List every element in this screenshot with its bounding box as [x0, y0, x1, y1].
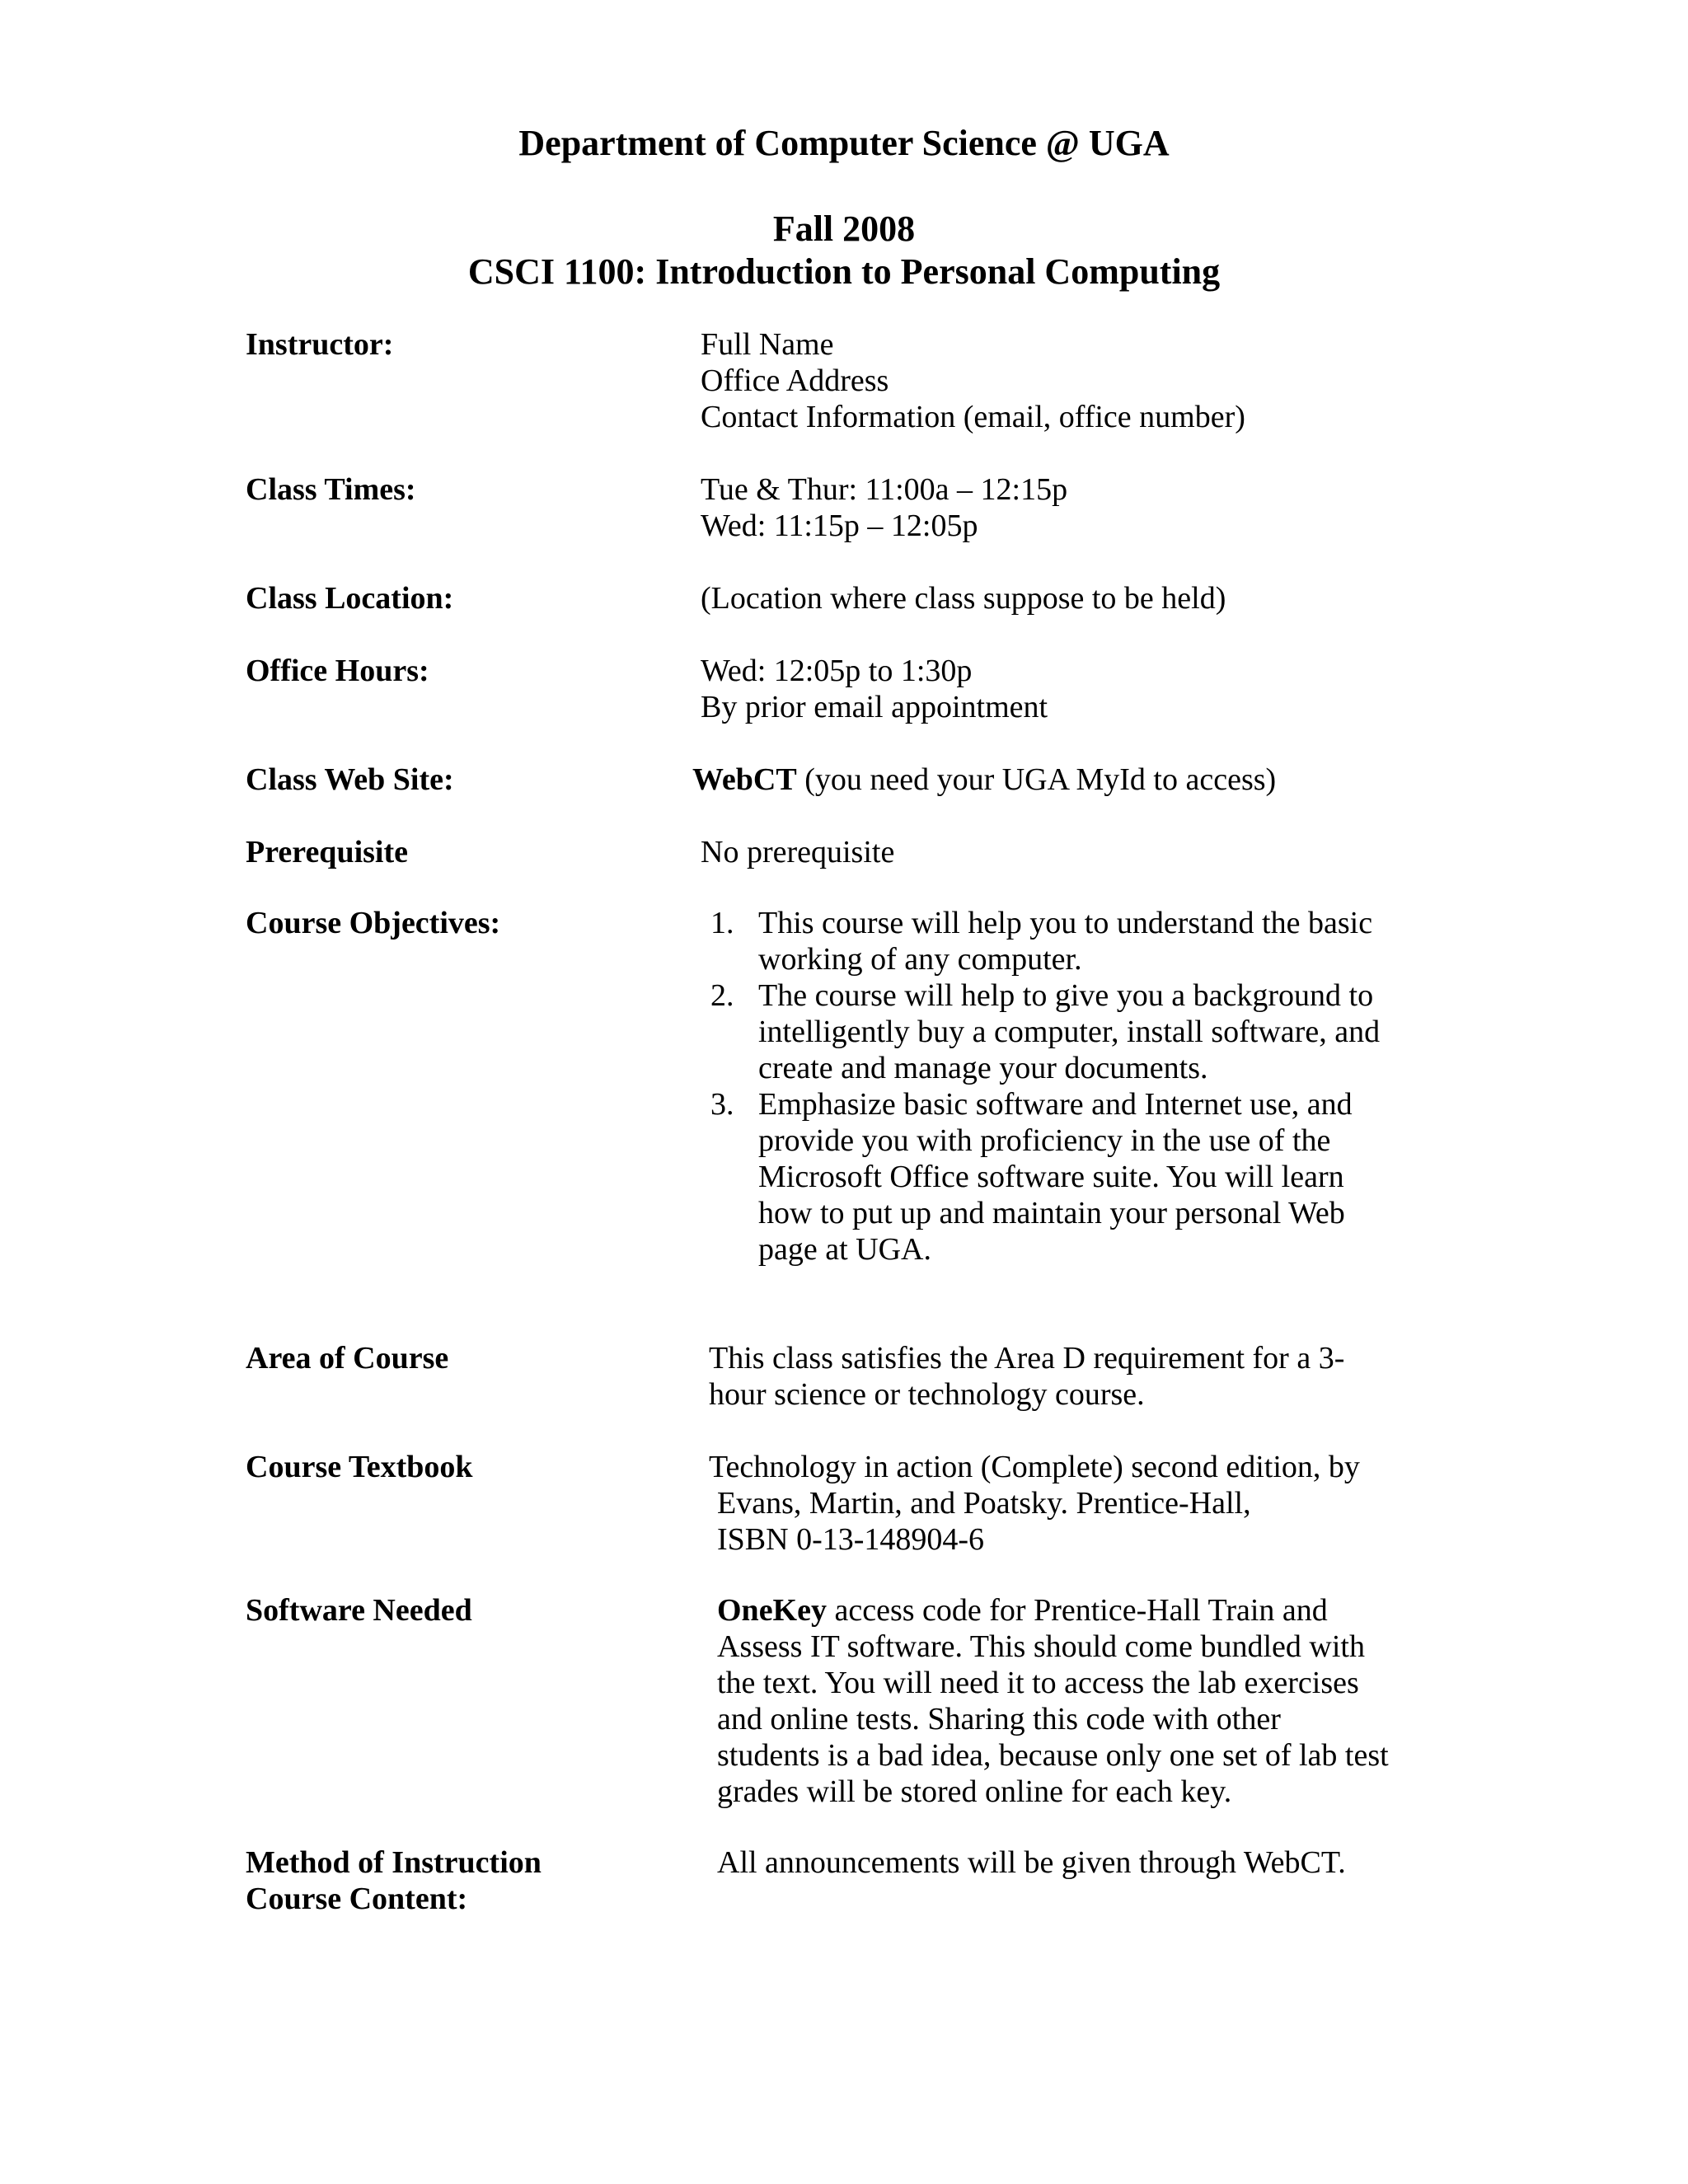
- software-line: grades will be stored online for each key.: [717, 1774, 1232, 1809]
- office-hours-value: [701, 653, 1048, 725]
- area-line: This class satisfies the Area D requirement for a 3-: [709, 1341, 1345, 1376]
- course-content-label: Course Content:: [246, 1882, 468, 1916]
- objective-text: how to put up and maintain your personal Web: [758, 1196, 1345, 1230]
- web-site-note: (you need your UGA MyId to access): [796, 762, 1277, 797]
- software-line: students is a bad idea, because only one set of lab test: [717, 1738, 1389, 1773]
- textbook-isbn: ISBN 0-13-148904-6: [717, 1522, 985, 1557]
- textbook-line: Technology in action (Complete) second edition, by: [709, 1450, 1360, 1484]
- objective-text: Microsoft Office software suite. You will learn: [758, 1160, 1344, 1194]
- objective-text: intelligently buy a computer, install software, and: [758, 1015, 1381, 1049]
- office-hours-label: Office Hours:: [246, 654, 429, 688]
- objective-number: 2.: [710, 978, 734, 1013]
- objective-text: create and manage your documents.: [758, 1051, 1208, 1085]
- software-line: Assess IT software. This should come bundled with: [717, 1629, 1365, 1664]
- area-line: hour science or technology course.: [709, 1377, 1145, 1412]
- objectives-list: [701, 905, 1426, 1268]
- area-label: Area of Course: [246, 1341, 449, 1376]
- method-of-instruction-label: Method of Instruction: [246, 1845, 542, 1880]
- office-hours-line: Wed: 12:05p to 1:30p: [701, 654, 973, 688]
- textbook-line: Evans, Martin, and Poatsky. Prentice-Hall,: [717, 1486, 1251, 1521]
- objective-item: [701, 977, 1426, 1086]
- prerequisite-value: [701, 834, 894, 870]
- class-location-label: Class Location:: [246, 581, 454, 616]
- term-heading: Fall 2008: [772, 209, 916, 249]
- textbook-label: Course Textbook: [246, 1450, 473, 1484]
- instructor-label: Instructor:: [246, 327, 394, 362]
- instructor-contact: Contact Information (email, office number): [701, 400, 1245, 434]
- textbook-value: [709, 1449, 1360, 1558]
- web-site-label: Class Web Site:: [246, 762, 454, 797]
- objective-text: provide you with proficiency in the use of the: [758, 1123, 1331, 1158]
- onekey-name: OneKey: [717, 1593, 827, 1628]
- class-times-line: Wed: 11:15p – 12:05p: [701, 509, 978, 543]
- webct-name: WebCT: [692, 762, 797, 797]
- course-title: CSCI 1100: Introduction to Personal Computing: [467, 251, 1221, 292]
- class-times-label: Class Times:: [246, 472, 416, 507]
- class-times-value: [701, 471, 1067, 544]
- objectives-label: Course Objectives:: [246, 906, 501, 940]
- objective-text: working of any computer.: [758, 942, 1082, 977]
- objective-item: [701, 1086, 1426, 1268]
- objective-number: 3.: [710, 1087, 734, 1122]
- software-value: [717, 1592, 1389, 1810]
- objective-text: Emphasize basic software and Internet use, and: [758, 1087, 1353, 1122]
- software-line: and online tests. Sharing this code with other: [717, 1702, 1281, 1736]
- class-times-line: Tue & Thur: 11:00a – 12:15p: [701, 472, 1068, 507]
- prerequisite-label: Prerequisite: [246, 835, 408, 869]
- software-label: Software Needed: [246, 1593, 472, 1628]
- software-line: the text. You will need it to access the lab exercises: [717, 1666, 1359, 1700]
- objective-text: The course will help to give you a background to: [758, 978, 1374, 1013]
- objective-text: This course will help you to understand the basic: [758, 906, 1373, 940]
- department-heading: Department of Computer Science @ UGA: [518, 123, 1170, 163]
- prerequisite-line: No prerequisite: [701, 835, 895, 869]
- office-hours-line: By prior email appointment: [701, 690, 1048, 724]
- instructor-name: Full Name: [701, 327, 834, 362]
- instructor-value: [701, 326, 1245, 435]
- objective-text: page at UGA.: [758, 1232, 931, 1267]
- software-line: access code for Prentice-Hall Train and: [826, 1593, 1328, 1628]
- web-site-value: [692, 762, 1276, 798]
- instructor-office: Office Address: [701, 363, 889, 398]
- area-value: [709, 1340, 1344, 1413]
- objective-number: 1.: [710, 906, 734, 940]
- method-line: All announcements will be given through WebCT.: [717, 1845, 1346, 1880]
- class-location-value: [701, 580, 1226, 616]
- method-value: [717, 1844, 1346, 1881]
- objective-item: [701, 905, 1426, 977]
- class-location-line: (Location where class suppose to be held): [701, 581, 1226, 616]
- method-label: [246, 1844, 542, 1917]
